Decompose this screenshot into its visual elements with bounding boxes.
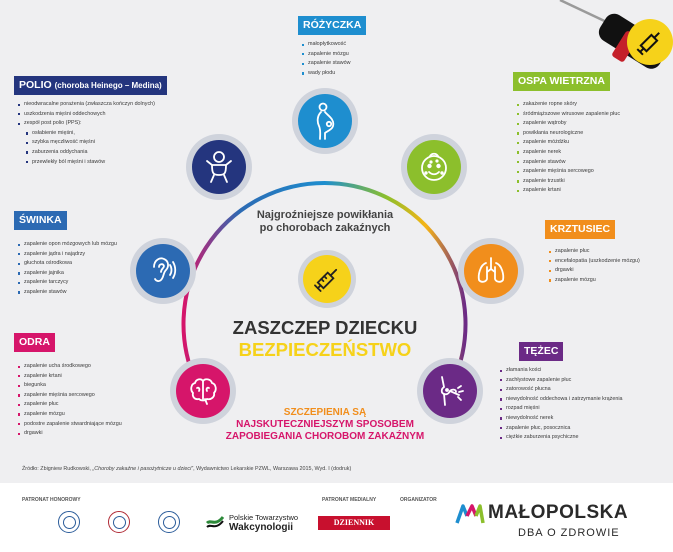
list-item: zapalenie nerek	[517, 148, 620, 158]
lungs-icon	[473, 253, 509, 289]
list-item: niewydolność nerek	[500, 414, 623, 424]
ptw-logo-text	[229, 513, 298, 533]
brain-icon	[185, 373, 221, 409]
swinka-title: ŚWINKA	[14, 211, 67, 230]
organizator-label: ORGANIZATOR	[400, 497, 437, 503]
list-item: zapalenie płuc	[549, 247, 640, 257]
list-item: zapalenie móżdżku	[517, 138, 620, 148]
list-item: głuchota ośrodkowa	[18, 259, 117, 269]
list-item: zapalenie jajnika	[18, 269, 117, 279]
syringe-icon	[311, 263, 343, 295]
list-item: zapalenie mięśnia sercowego	[517, 167, 620, 177]
list-item: drgawki	[18, 429, 122, 439]
tezec-list	[500, 366, 623, 443]
polio-title-main: POLIO	[19, 79, 52, 91]
honorary-logo-1-icon	[58, 511, 80, 533]
main-slogan-line2: BEZPIECZEŃSTWO	[238, 339, 412, 360]
list-item: nieodwracalne porażenia (zwłaszcza kończyn dolnych)	[18, 100, 155, 110]
list-item: zapalenie ucha środkowego	[18, 362, 122, 372]
center-heading-line2: po chorobach zakaźnych	[259, 222, 391, 234]
malopolska-text: MAŁOPOLSKA	[488, 502, 629, 523]
polio-title-sub: (choroba Heinego – Medina)	[54, 81, 162, 90]
list-item: zapalenie stawów	[517, 158, 620, 168]
footer	[0, 483, 673, 552]
lungs-icon-badge	[458, 238, 524, 304]
honorary-logo-2-icon	[108, 511, 130, 533]
ear-icon	[145, 253, 181, 289]
list-subitem: przewlekły ból mięśni i stawów	[18, 158, 155, 168]
center-heading	[225, 209, 425, 235]
list-item: zapalenie krtani	[18, 372, 122, 382]
main-slogan	[225, 317, 425, 361]
list-item: powikłania neurologiczne	[517, 129, 620, 139]
polio-list	[18, 100, 155, 167]
swinka-list	[18, 240, 117, 298]
child-face-icon-badge	[401, 134, 467, 200]
krztusiec-title: KRZTUSIEC	[545, 220, 615, 239]
list-item: zapalenie mózgu	[549, 276, 640, 286]
malopolska-m-icon	[455, 503, 485, 525]
source-book: „Choroby zakaźne i pasożytnicze u dzieci”	[92, 466, 194, 472]
list-item: biegunka	[18, 381, 122, 391]
list-item: zapalenie stawów	[302, 59, 351, 69]
center-heading-line1: Najgroźniejsze powikłania	[256, 209, 394, 221]
list-item: zapalenie płuc, posocznica	[500, 424, 623, 434]
list-subitem: osłabienie mięśni,	[18, 129, 155, 139]
list-item: uszkodzenia mięśni oddechowych	[18, 110, 155, 120]
list-item: encefalopatia (uszkodzenie mózgu)	[549, 257, 640, 267]
list-item: rozpad mięśni	[500, 404, 623, 414]
sub-slogan-line2: NAJSKUTECZNIEJSZYM SPOSOBEM	[236, 419, 414, 430]
list-item: zapalenie wątroby	[517, 119, 620, 129]
ptw-line1: Polskie Towarzystwo	[229, 513, 299, 522]
baby-icon-badge	[186, 134, 252, 200]
sub-slogan	[215, 407, 435, 443]
list-item: zapalenie tarczycy	[18, 278, 117, 288]
ptw-line2: Wakcynologii	[229, 522, 294, 533]
list-item: zapalenie mięśnia sercowego	[18, 391, 122, 401]
patronat-honorowy-label: PATRONAT HONOROWY	[22, 497, 81, 503]
dba-o-zdrowie-text: DBA O ZDROWIE	[518, 527, 620, 539]
list-item: niewydolność oddechowa i zatrzymanie krążenia	[500, 395, 623, 405]
source-note	[22, 466, 351, 472]
ospa-list	[517, 100, 620, 196]
list-item: zapalenie stawów	[18, 288, 117, 298]
list-item: zespół post polio (PPS):	[18, 119, 155, 129]
main-slogan-line1: ZASZCZEP DZIECKU	[232, 317, 418, 338]
list-item: zapalenie płuc	[18, 400, 122, 410]
source-prefix: Źródło: Zbigniew Rudkowski,	[22, 466, 93, 472]
list-item: zapalenie mózgu	[302, 50, 351, 60]
list-subitem: szybka męczliwość mięśni	[18, 138, 155, 148]
pregnancy-icon-badge	[292, 88, 358, 154]
list-item: zachłystowe zapalenie płuc	[500, 376, 623, 386]
child-face-icon	[416, 149, 452, 185]
list-item: ciężkie zaburzenia psychiczne	[500, 433, 623, 443]
list-item: zakażenie ropne skóry	[517, 100, 620, 110]
rozyczka-title: RÓŻYCZKA	[298, 16, 366, 35]
source-suffix: , Wydawnictwo Lekarskie PZWL, Warszawa 2015, Wyd. I (dodruk)	[193, 466, 352, 472]
tezec-title: TĘŻEC	[519, 342, 563, 361]
sub-slogan-line3: ZAPOBIEGANIA CHOROBOM ZAKAŹNYM	[225, 431, 425, 442]
ear-icon-badge	[130, 238, 196, 304]
odra-title: ODRA	[14, 333, 55, 352]
list-item: zapalenie opon mózgowych lub mózgu	[18, 240, 117, 250]
list-item: zatorowość płucna	[500, 385, 623, 395]
list-item: zapalenie mózgu	[18, 410, 122, 420]
list-item: małopłytkowość	[302, 40, 351, 50]
patronat-medialny-label: PATRONAT MEDIALNY	[322, 497, 377, 503]
list-item: śródmiąższowe wirusowe zapalenie płuc	[517, 110, 620, 120]
dziennik-polski-logo: DZIENNIK POLSKI	[318, 516, 390, 530]
odra-list	[18, 362, 122, 439]
joint-icon	[432, 373, 468, 409]
baby-icon	[201, 149, 237, 185]
list-subitem: zaburzenia oddychania	[18, 148, 155, 158]
rozyczka-list	[302, 40, 351, 78]
list-item: drgawki	[549, 266, 640, 276]
sub-slogan-line1: SZCZEPIENIA SĄ	[283, 407, 367, 418]
ptw-logo-icon	[205, 513, 225, 531]
syringe-icon-badge	[298, 250, 356, 308]
list-item: wady płodu	[302, 69, 351, 79]
list-item: złamania kości	[500, 366, 623, 376]
pregnancy-icon	[311, 102, 339, 140]
list-item: zapalenie jądra i najądrzy	[18, 250, 117, 260]
list-item: zapalenie trzustki	[517, 177, 620, 187]
polio-title	[14, 76, 167, 95]
ospa-title: OSPA WIETRZNA	[513, 72, 610, 91]
list-item: podostre zapalenie stwardniające mózgu	[18, 420, 122, 430]
list-item: zapalenie krtani	[517, 186, 620, 196]
krztusiec-list	[549, 247, 640, 285]
honorary-logo-3-icon	[158, 511, 180, 533]
